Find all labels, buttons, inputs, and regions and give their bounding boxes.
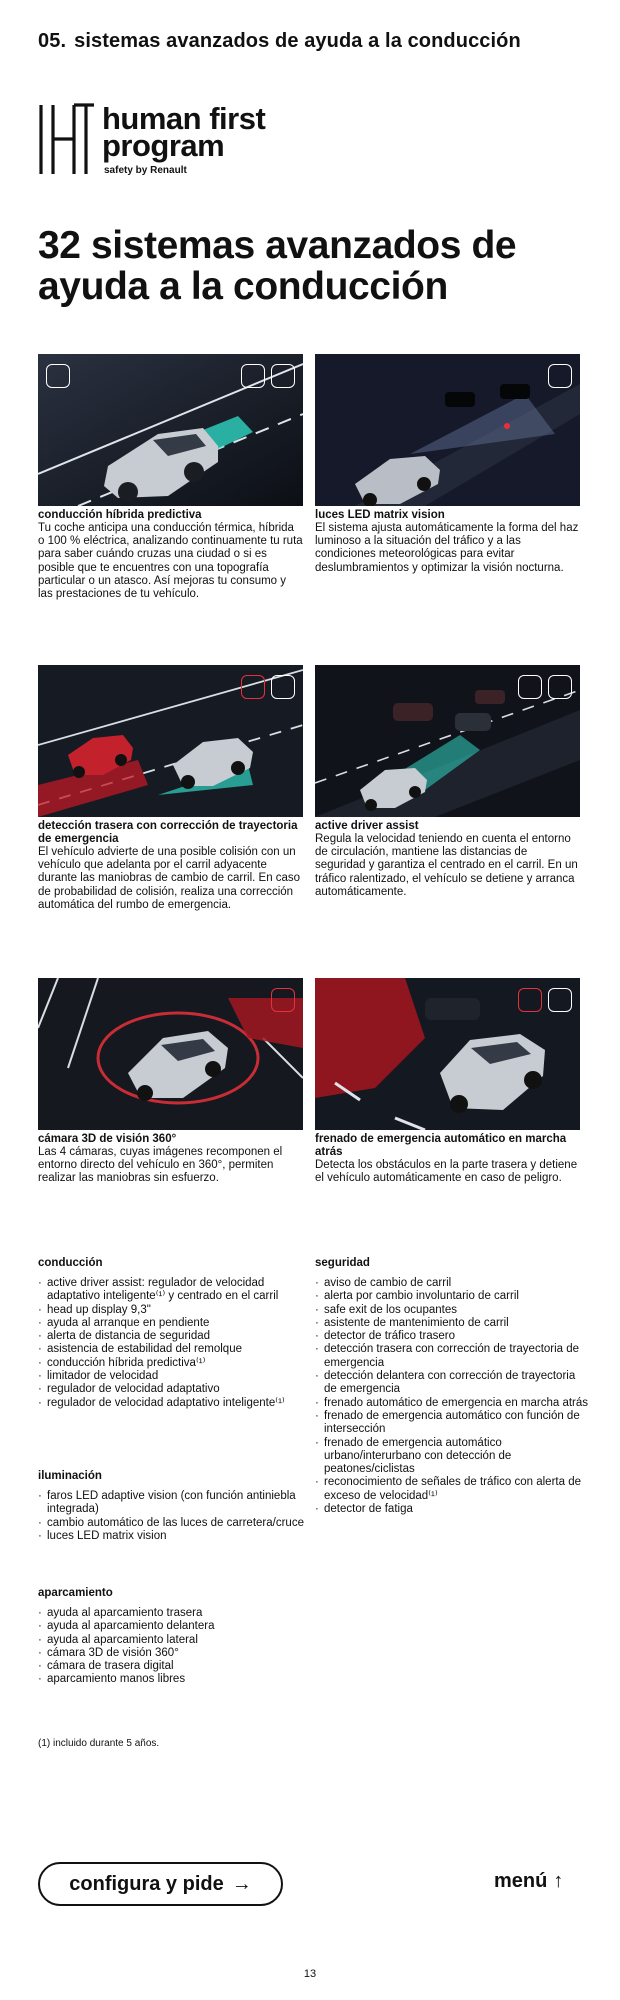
rear-warning-icon [241,675,265,699]
feature-card-hybrid [38,354,303,601]
list-item: · regulador de velocidad adaptativo inteligente⁽¹⁾ [38,1397,313,1410]
list-items [38,1607,313,1687]
engine-icon [271,364,295,388]
feature-title: conducción híbrida predictiva [38,509,202,521]
feature-title: cámara 3D de visión 360° [38,1133,177,1145]
list-heading: aparcamiento [38,1587,113,1599]
human-first-logo [38,103,298,183]
list-seguridad [315,1257,590,1516]
list-item: · faros LED adaptive vision (con función antiniebla integrada) [38,1490,313,1517]
feature-image-active-driver-assist [315,665,580,817]
human-first-mark-icon [38,103,96,176]
list-item: · detector de fatiga [315,1503,590,1516]
list-item: · safe exit de los ocupantes [315,1304,590,1317]
list-item: · frenado automático de emergencia en marcha atrás [315,1397,590,1410]
list-item: · aparcamiento manos libres [38,1673,313,1686]
footnote: (1) incluido durante 5 años. [38,1738,160,1749]
feature-image-360-camera [38,978,303,1130]
list-item: · ayuda al aparcamiento delantera [38,1620,313,1633]
feature-title: luces LED matrix vision [315,509,445,521]
list-item: · alerta por cambio involuntario de carril [315,1290,590,1303]
list-items [38,1490,313,1543]
cta-label: configura y pide [69,1872,224,1895]
list-item: · cambio automático de las luces de carretera/cruce [38,1517,313,1530]
feature-title: active driver assist [315,820,419,832]
list-heading: iluminación [38,1470,102,1482]
list-item: · aviso de cambio de carril [315,1277,590,1290]
feature-title: detección trasera con corrección de trayectoria de emergencia [38,820,298,845]
list-item: · frenado de emergencia automático urbano/interurbano con detección de peatones/ciclistas [315,1437,590,1477]
headlight-icon [548,364,572,388]
section-number: 05. [38,30,67,52]
list-items [38,1277,313,1410]
list-item: · alerta de distancia de seguridad [38,1330,313,1343]
list-heading: seguridad [315,1257,370,1269]
steering-icon [271,675,295,699]
feature-image-matrix-led [315,354,580,506]
list-item: · conducción híbrida predictiva⁽¹⁾ [38,1357,313,1370]
menu-link[interactable] [494,1870,563,1893]
list-item: · active driver assist: regulador de velocidad adaptativo inteligente⁽¹⁾ y centrado en el carril [38,1277,313,1304]
list-item: · cámara 3D de visión 360° [38,1647,313,1660]
camera-360-icon [271,988,295,1012]
feature-card-active-driver-assist [315,665,580,899]
section-header [38,30,521,53]
configura-y-pide-button[interactable] [38,1862,283,1906]
list-heading: conducción [38,1257,103,1269]
list-item: · limitador de velocidad [38,1370,313,1383]
lane-assist-icon [548,675,572,699]
arrow-up-icon: ↑ [553,1870,564,1892]
feature-image-rear-emergency-braking [315,978,580,1130]
list-item: · detector de tráfico trasero [315,1330,590,1343]
list-item: · head up display 9,3" [38,1304,313,1317]
hybrid-icon [46,364,70,388]
menu-label: menú [494,1870,548,1892]
list-item: · detección trasera con corrección de trayectoria de emergencia [315,1343,590,1370]
feature-card-360-camera [38,978,303,1186]
logo-line-1: human first [102,101,266,136]
feature-card-rear-emergency-braking [315,978,580,1185]
list-iluminacion [38,1470,313,1543]
list-aparcamiento [38,1587,313,1687]
feature-description: Las 4 cámaras, cuyas imágenes recomponen el entorno directo del vehículo en 360°, permiten realizar las maniobras sin esfuerzo. [38,1146,283,1185]
list-conduccion [38,1257,313,1410]
list-item: · ayuda al aparcamiento trasera [38,1607,313,1620]
feature-description: Regula la velocidad teniendo en cuenta el entorno de circulación, mantiene las distancias de seguridad y garantiza el centrado en el carril. En un tráfico ralentizado, el vehículo se detiene y arranca automáticamente. [315,833,578,898]
list-item: · frenado de emergencia automático con función de intersección [315,1410,590,1437]
feature-card-matrix-led [315,354,580,575]
feature-card-rear-detection [38,665,303,912]
list-item: · ayuda al aparcamiento lateral [38,1634,313,1647]
list-item: · regulador de velocidad adaptativo [38,1383,313,1396]
feature-description: Detecta los obstáculos en la parte trasera y detiene el vehículo automáticamente en caso de peligro. [315,1159,578,1185]
road-icon [241,364,265,388]
feature-title: frenado de emergencia automático en marcha atrás [315,1133,567,1158]
logo-tagline: safety by Renault [104,165,187,176]
feature-description: Tu coche anticipa una conducción térmica, híbrida o 100 % eléctrica, analizando continuamente tu ruta para saber cuándo cruzas una ciudad o si es posible que te encuentres con una topografía particular o un atasco. Así mejoras tu consumo y las prestaciones de tu vehículo. [38,522,303,601]
parking-sensor-icon [548,988,572,1012]
arrow-right-icon: → [231,1872,252,1895]
list-item: · ayuda al arranque en pendiente [38,1317,313,1330]
page-number: 13 [303,1968,317,1980]
page-title: 32 sistemas avanzados de ayuda a la conducción [38,224,517,308]
section-title: sistemas avanzados de ayuda a la conducción [74,30,521,52]
feature-description: El sistema ajusta automáticamente la forma del haz luminoso a la situación del tráfico y a las condiciones meteorológicas para evitar deslumbramientos y optimizar la visión nocturna. [315,522,579,574]
list-items [315,1277,590,1516]
list-item: · asistencia de estabilidad del remolque [38,1343,313,1356]
logo-line-2: program [102,128,225,163]
feature-image-rear-detection [38,665,303,817]
feature-image-hybrid [38,354,303,506]
cruise-control-icon [518,675,542,699]
brake-warning-icon [518,988,542,1012]
list-item: · asistente de mantenimiento de carril [315,1317,590,1330]
list-item: · cámara de trasera digital [38,1660,313,1673]
list-item: · detección delantera con corrección de trayectoria de emergencia [315,1370,590,1397]
list-item: · reconocimiento de señales de tráfico con alerta de exceso de velocidad⁽¹⁾ [315,1476,590,1503]
feature-description: El vehículo advierte de una posible colisión con un vehículo que adelanta por el carril adyacente durante las maniobras de cambio de carril. En caso de probabilidad de colisión, realiza una corrección automática del rumbo de emergencia. [38,846,301,911]
list-item: · luces LED matrix vision [38,1530,313,1543]
